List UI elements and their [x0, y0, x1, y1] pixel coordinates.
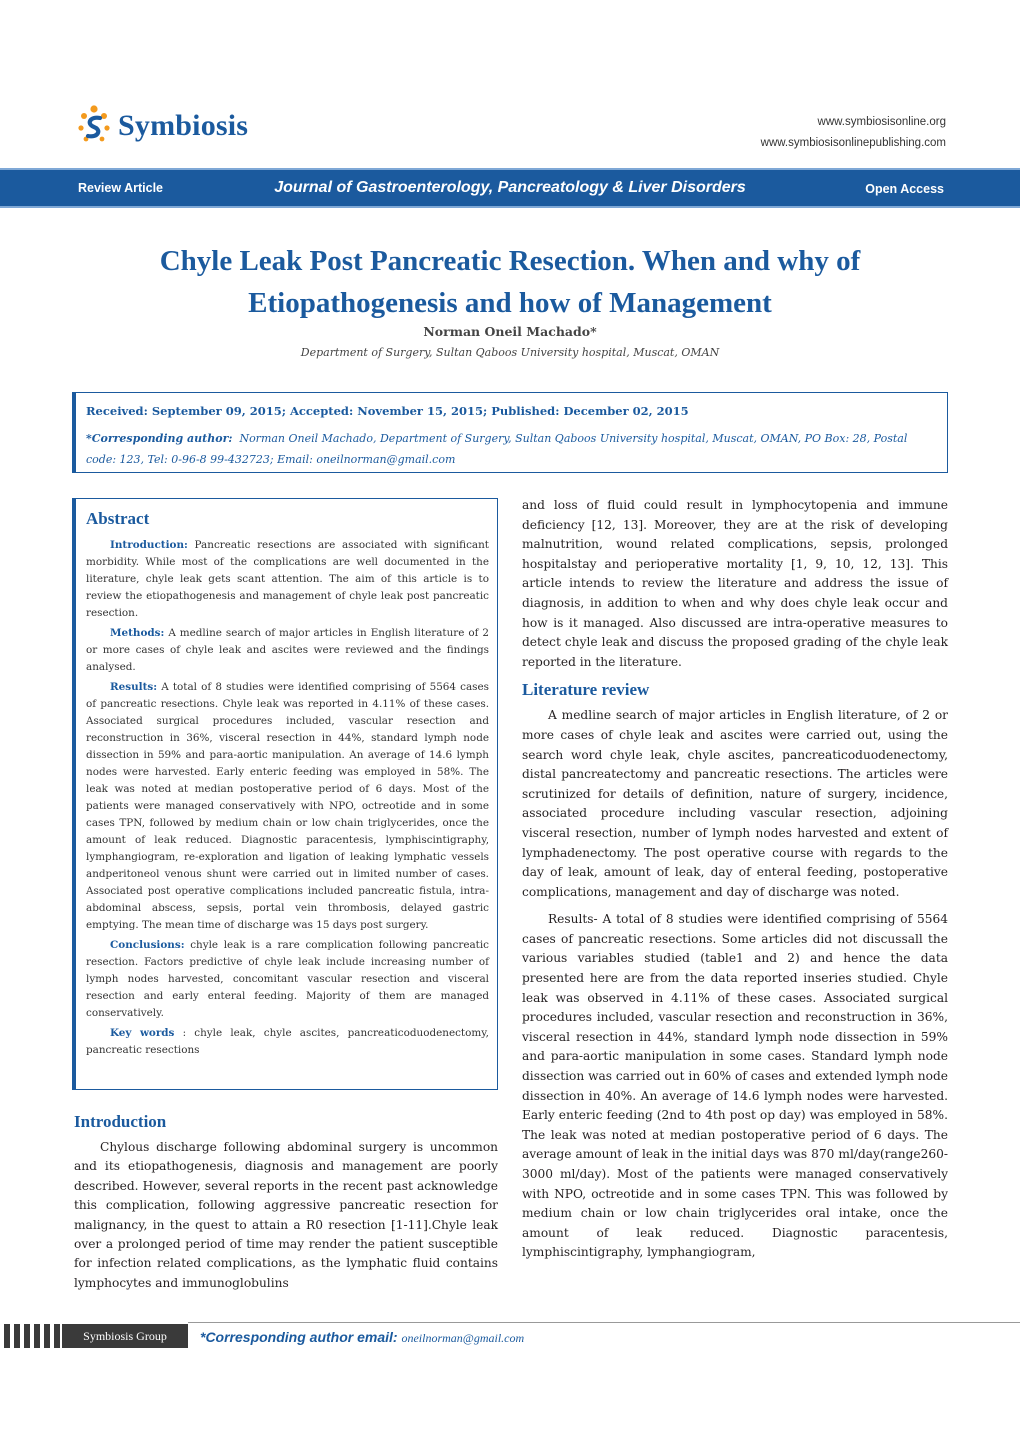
site-url-1[interactable]: www.symbiosisonline.org [817, 116, 946, 128]
article-type: Review Article [78, 181, 163, 195]
article-info-box [72, 392, 948, 473]
publication-dates: Received: September 09, 2015; Accepted: November 15, 2015; Published: December 02, 2015 [86, 404, 689, 418]
conclusions-text: chyle leak is a rare complication following pancreatic resection. Factors predictive of chyle leak include increasing number of lymph nodes harvested, concomitant vascular resection and visceral resection and early enteral feeding. Majority of them are managed conservatively. [86, 939, 489, 1019]
introduction-section [74, 1112, 498, 1293]
abstract-box [72, 498, 498, 1090]
abstract-methods [86, 625, 489, 676]
symbiosis-logo-icon [76, 104, 112, 148]
site-links [761, 112, 946, 154]
abstract-keywords [86, 1025, 489, 1059]
footer-group: Symbiosis Group [62, 1324, 188, 1348]
article-title: Chyle Leak Post Pancreatic Resection. When and why of Etiopathogenesis and how of Management [159, 245, 861, 319]
right-para-1: and loss of fluid could result in lymphocytopenia and immune deficiency [12, 13]. Moreover, they are at the risk of developing malnutrition, wound related complications, sepsis, prolonged hospitalstay and perioperative mortality [1, 9, 10, 12, 13]. This article intends to review the literature and address the issue of diagnosis, in addition to when and why does chyle leak occur and how is it managed. Also discussed are intra-operative measures to detect chyle leak and discuss the proposed grading of the chyle leak reported in the literature. [522, 498, 948, 669]
corresponding-author [86, 428, 937, 470]
intro-label: Introduction: [110, 539, 188, 551]
intro-text: Pancreatic resections are associated with significant morbidity. While most of the complications are well documented in the literature, chyle leak gets scant attention. The aim of this article is to review the etiopathogenesis and management of chyle leak post pancreatic resection. [86, 539, 489, 619]
abstract-conclusions [86, 937, 489, 1022]
abstract-results [86, 679, 489, 934]
logo-text: Symbiosis [118, 109, 249, 142]
literature-review-heading: Literature review [522, 680, 650, 700]
corresponding-label: *Corresponding author: [86, 432, 233, 445]
methods-text: A medline search of major articles in English literature of 2 or more cases of chyle leak and ascites were reviewed and the findings analysed. [86, 627, 489, 673]
footer-bars [4, 1324, 70, 1348]
abstract-introduction [86, 537, 489, 622]
footer-email-address[interactable]: oneilnorman@gmail.com [401, 1331, 525, 1345]
corresponding-text: Norman Oneil Machado, Department of Surgery, Sultan Qaboos University hospital, Muscat, OMAN, PO Box: 28, Postal code: 123, Tel: 0-96-8 99-432723; Email: oneilnorman@gmail.com [86, 432, 908, 466]
abstract-heading: Abstract [86, 509, 150, 528]
keywords-text: : chyle leak, chyle ascites, pancreaticoduodenectomy, pancreatic resections [86, 1027, 489, 1056]
page-footer [0, 1322, 1020, 1352]
right-para-3: Results- A total of 8 studies were identified comprising of 5564 cases of pancreatic resections. Some articles did not discussall the various variables studied (table1 and 2) and hence the data presented here are from the data reported inseries studied. Chyle leak was observed in 4.11% of these cases. Associated surgical procedures included, vascular resection and reconstruction in 36%, visceral resection in 44%, standard lymph node dissection in 59% and para-aortic manipulation in some cases. Standard lymph node dissection was carried out in 60% of cases and extended lymph node dissection in 40%. An average of 14.6 lymph nodes were harvested. Early enteric feeding (2nd to 4th post op day) was employed in 58%. The leak was noted at median postoperative period of 6 days. The average amount of leak in the initial days was 870 ml/day(range260-3000 ml/day). Most of the patients were managed conservatively with NPO, octreotide and in some cases TPN. This was followed by medium chain or low chain triglycerides oral intake, once the amount of leak reduced. Diagnostic paracentesis, lymphiscintigraphy, lymphangiogram, [522, 912, 949, 1260]
right-para-2: A medline search of major articles in English literature, of 2 or more cases of chyle leak and ascites were carried out, using the search word chyle leak, chyle ascites, pancreaticoduodenectomy, distal pancreatectomy and pancreatic resections. The articles were scrutinized for details of definition, nature of surgery, incidence, associated procedure including vascular resection, adjoining visceral resection, number of lymph nodes harvested and extent of lymphadenectomy. The post operative course with regards to the day of leak, amount of leak, day of enteral feeding, postoperative complications, management and day of discharge was noted. [522, 708, 948, 899]
symbiosis-logo[interactable] [76, 104, 248, 148]
author-affiliation: Department of Surgery, Sultan Qaboos University hospital, Muscat, OMAN [300, 346, 720, 359]
right-column [522, 496, 948, 1263]
footer-divider [188, 1322, 1020, 1323]
keywords-label: Key words [110, 1027, 175, 1039]
results-text: A total of 8 studies were identified comprising of 5564 cases of pancreatic resections. Chyle leak was reported in 4.11% of these cases. Associated surgical procedures included, vascular resection and reconstruction in 36%, visceral resection in 44%, standard lymph node dissection in 59% and para-aortic manipulation. An average of 14.6 lymph nodes were harvested. Early enteric feeding was employed in 58%. The leak was noted at median postoperative period of 6 days. Most of the patients were managed conservatively with NPO, octreotide and in some cases TPN, followed by medium chain or low chain triglycerides, once the amount of leak reduced. Diagnostic paracentesis, lymphiscintigraphy, lymphangiogram, re-exploration and ligation of leaking lymphatic vessels andperitoneol venous shunt were carried out in limited number of cases. Associated post operative complications included pancreatic fistula, intra-abdominal abscess, sepsis, portal vein thrombosis, delayed gastric emptying. The mean time of discharge was 15 days post surgery. [86, 681, 489, 931]
conclusions-label: Conclusions: [110, 939, 185, 951]
footer-email [200, 1329, 524, 1346]
site-url-2[interactable]: www.symbiosisonlinepublishing.com [760, 137, 946, 149]
author-name: Norman Oneil Machado* [423, 324, 597, 339]
footer-email-label: *Corresponding author email: [200, 1329, 398, 1345]
journal-title: Journal of Gastroenterology, Pancreatology & Liver Disorders [274, 179, 746, 196]
introduction-text: Chylous discharge following abdominal surgery is uncommon and its etiopathogenesis, diagnosis and management are poorly described. However, several reports in the recent past acknowledge this complication, following aggressive pancreatic resection for malignancy, in the quest to attain a R0 resection [1-11].Chyle leak over a prolonged period of time may render the patient susceptible for infection related complications, as the lymphatic fluid contains lymphocytes and immunoglobulins [74, 1140, 498, 1290]
methods-label: Methods: [110, 627, 165, 639]
results-label: Results: [110, 681, 158, 693]
journal-banner [0, 168, 1020, 208]
open-access-label: Open Access [865, 182, 944, 196]
introduction-heading: Introduction [74, 1112, 167, 1131]
